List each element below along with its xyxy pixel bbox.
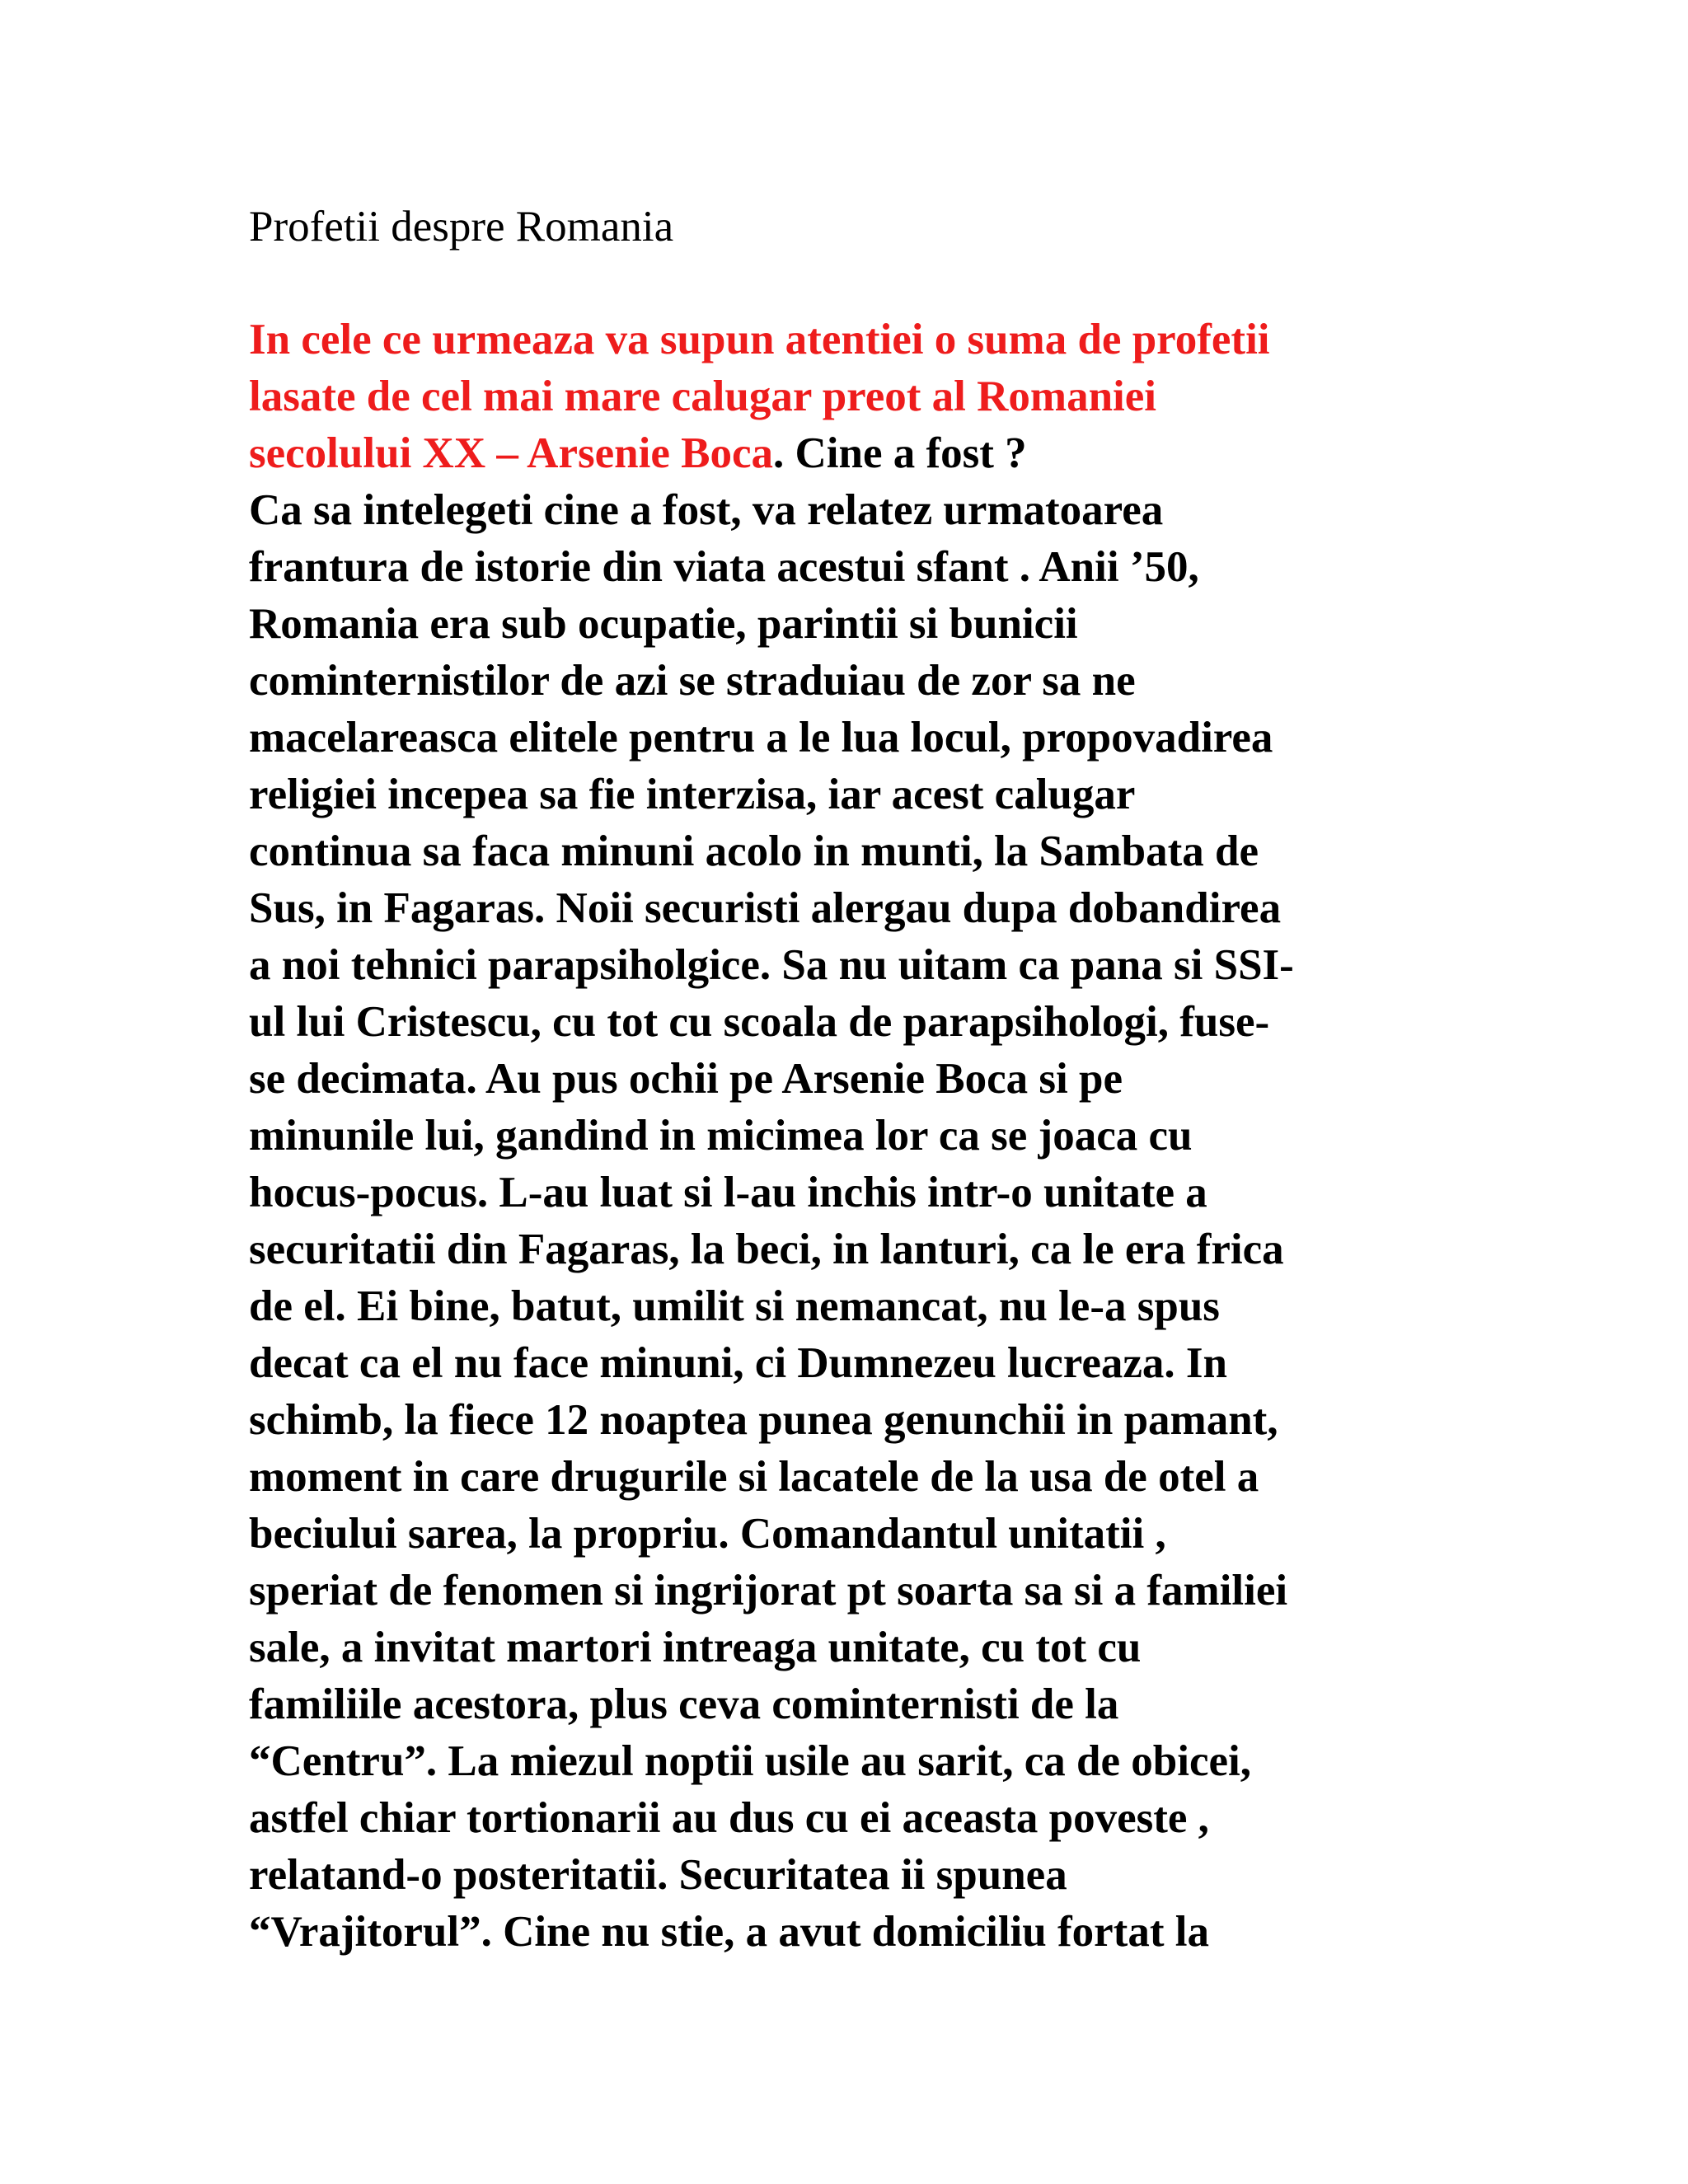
document-title: Profetii despre Romania bbox=[249, 203, 674, 251]
body-line: familiile acestora, plus ceva cominternisti de la bbox=[249, 1680, 1119, 1728]
intro-question: . Cine a fost ? bbox=[772, 429, 1027, 477]
body-line: de el. Ei bine, batut, umilit si nemancat, nu le-a spus bbox=[249, 1282, 1220, 1330]
body-line: “Centru”. La miezul noptii usile au sarit, ca de obicei, bbox=[249, 1737, 1252, 1785]
body-line: ul lui Cristescu, cu tot cu scoala de parapsihologi, fuse- bbox=[249, 998, 1270, 1046]
body-line: minunile lui, gandind in micimea lor ca se joaca cu bbox=[249, 1112, 1193, 1160]
body-line: cominternistilor de azi se straduiau de zor sa ne bbox=[249, 657, 1136, 705]
body-line: securitatii din Fagaras, la beci, in lanturi, ca le era frica bbox=[249, 1226, 1284, 1273]
body-line: continua sa faca minuni acolo in munti, la Sambata de bbox=[249, 827, 1259, 875]
body-line: Ca sa intelegeti cine a fost, va relatez urmatoarea bbox=[249, 486, 1164, 534]
body-line: “Vrajitorul”. Cine nu stie, a avut domiciliu fortat la bbox=[249, 1908, 1209, 1956]
body-line: Sus, in Fagaras. Noii securisti alergau dupa dobandirea bbox=[249, 884, 1282, 932]
body-line: frantura de istorie din viata acestui sfant . Anii ’50, bbox=[249, 543, 1199, 591]
body-line: se decimata. Au pus ochii pe Arsenie Boca si pe bbox=[249, 1055, 1123, 1103]
body-line: moment in care drugurile si lacatele de la usa de otel a bbox=[249, 1453, 1259, 1501]
body-line: hocus-pocus. L-au luat si l-au inchis intr-o unitate a bbox=[249, 1169, 1207, 1216]
body-line: sale, a invitat martori intreaga unitate, cu tot cu bbox=[249, 1624, 1142, 1671]
document-body bbox=[249, 312, 1452, 1961]
body-line: a noi tehnici parapsiholgice. Sa nu uitam ca pana si SSI- bbox=[249, 941, 1294, 989]
body-line: astfel chiar tortionarii au dus cu ei aceasta poveste , bbox=[249, 1794, 1209, 1842]
intro-highlight: secolului XX – Arsenie Boca bbox=[249, 429, 773, 477]
body-line: macelareasca elitele pentru a le lua locul, propovadirea bbox=[249, 714, 1273, 762]
intro-line: In cele ce urmeaza va supun atentiei o suma de profetii bbox=[249, 316, 1270, 363]
body-line: religiei incepea sa fie interzisa, iar acest calugar bbox=[249, 771, 1136, 818]
body-line: schimb, la fiece 12 noaptea punea genunchii in pamant, bbox=[249, 1396, 1278, 1444]
intro-line bbox=[249, 425, 1452, 482]
body-line: relatand-o posteritatii. Securitatea ii spunea bbox=[249, 1851, 1067, 1899]
intro-line: lasate de cel mai mare calugar preot al Romaniei bbox=[249, 373, 1157, 420]
body-line: beciului sarea, la propriu. Comandantul unitatii , bbox=[249, 1510, 1166, 1558]
body-line: Romania era sub ocupatie, parintii si bunicii bbox=[249, 600, 1078, 648]
body-line: speriat de fenomen si ingrijorat pt soarta sa si a familiei bbox=[249, 1567, 1288, 1615]
body-line: decat ca el nu face minuni, ci Dumnezeu lucreaza. In bbox=[249, 1339, 1227, 1387]
